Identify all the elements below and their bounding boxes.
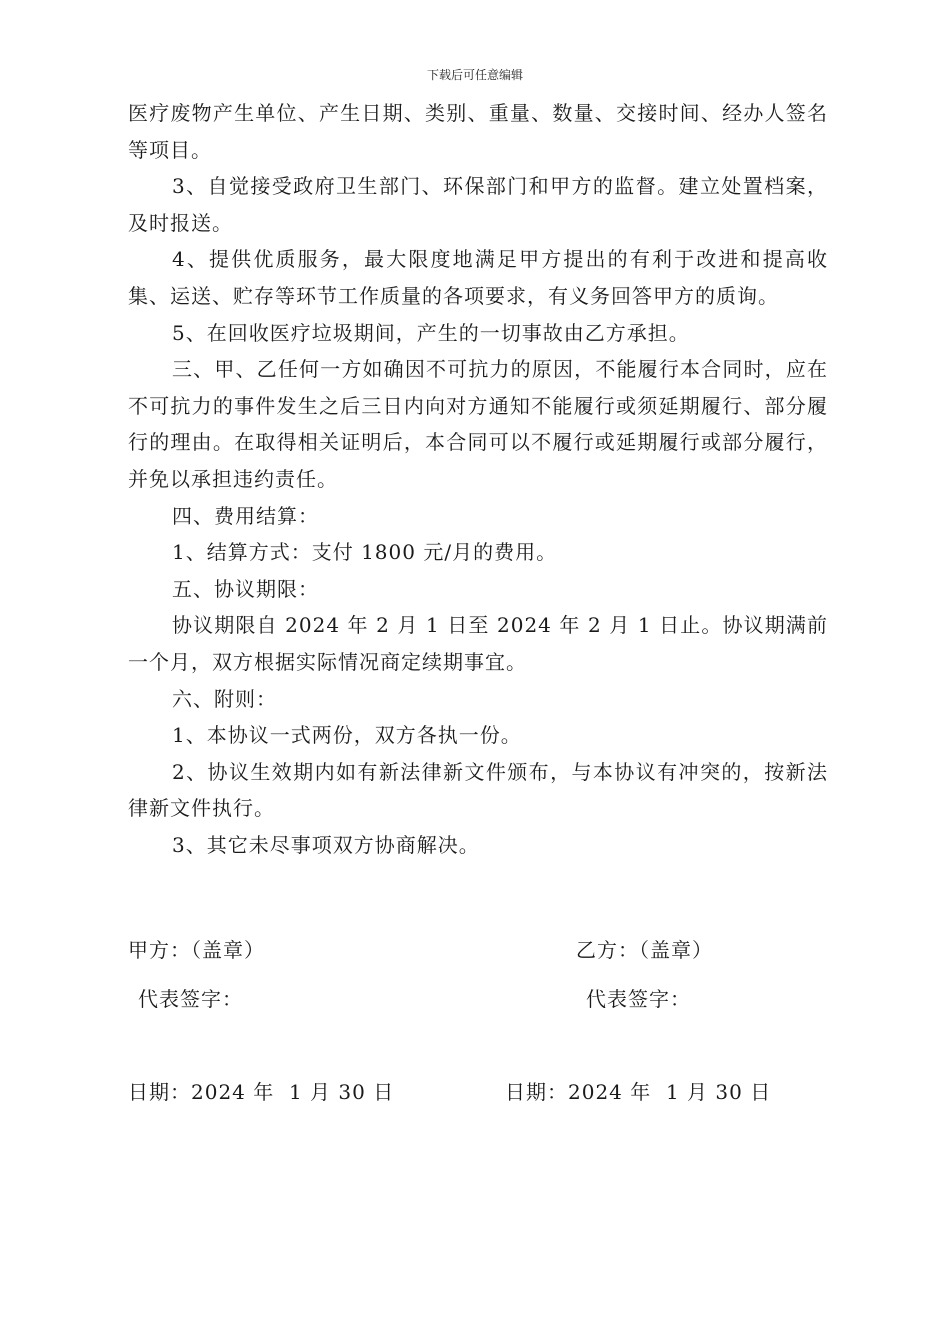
section-heading: 四、费用结算：: [172, 503, 319, 528]
paragraph: 三、甲、乙任何一方如确因不可抗力的原因，不能履行本合同时，应在不可抗力的事件发生之后三日内向对方通知不能履行或须延期履行、部分履行的理由。在取得相关证明后，本合同可以不履行或延期履行或部分履行，并免以承担违约责任。: [128, 357, 828, 491]
party-b-representative-label: 代表签字：: [586, 987, 691, 1011]
paragraph: 2、协议生效期内如有新法律新文件颁布，与本协议有冲突的，按新法律新文件执行。: [128, 759, 828, 821]
party-a-representative-label: 代表签字：: [138, 987, 243, 1011]
page-header: 下载后可任意编辑: [426, 68, 523, 82]
paragraph: 5、在回收医疗垃圾期间，产生的一切事故由乙方承担。: [172, 320, 690, 345]
section-heading: 五、协议期限：: [172, 576, 319, 601]
paragraph: 协议期限自 2024 年 2 月 1 日至 2024 年 2 月 1 日止。协议期满前一个月，双方根据实际情况商定续期事宜。: [128, 613, 828, 674]
party-a-date: 日期：2024 年 1 月 30 日: [128, 1080, 395, 1104]
paragraph: 4、提供优质服务，最大限度地满足甲方提出的有利于改进和提高收集、运送、贮存等环节工作质量的各项要求，有义务回答甲方的质询。: [128, 247, 828, 308]
paragraph: 3、其它未尽事项双方协商解决。: [172, 832, 480, 857]
section-heading: 六、附则：: [172, 686, 277, 711]
contract-body: [128, 95, 828, 863]
paragraph: 1、本协议一式两份，双方各执一份。: [172, 723, 522, 748]
party-b-seal-label: 乙方：（盖章）: [576, 938, 713, 962]
party-b-date: 日期：2024 年 1 月 30 日: [505, 1080, 772, 1104]
paragraph: 3、自觉接受政府卫生部门、环保部门和甲方的监督。建立处置档案，及时报送。: [128, 174, 828, 235]
paragraph: 1、结算方式：支付 1800 元/月的费用。: [172, 540, 558, 565]
party-a-seal-label: 甲方：（盖章）: [128, 938, 265, 962]
paragraph: 医疗废物产生单位、产生日期、类别、重量、数量、交接时间、经办人签名等项目。: [128, 101, 828, 162]
